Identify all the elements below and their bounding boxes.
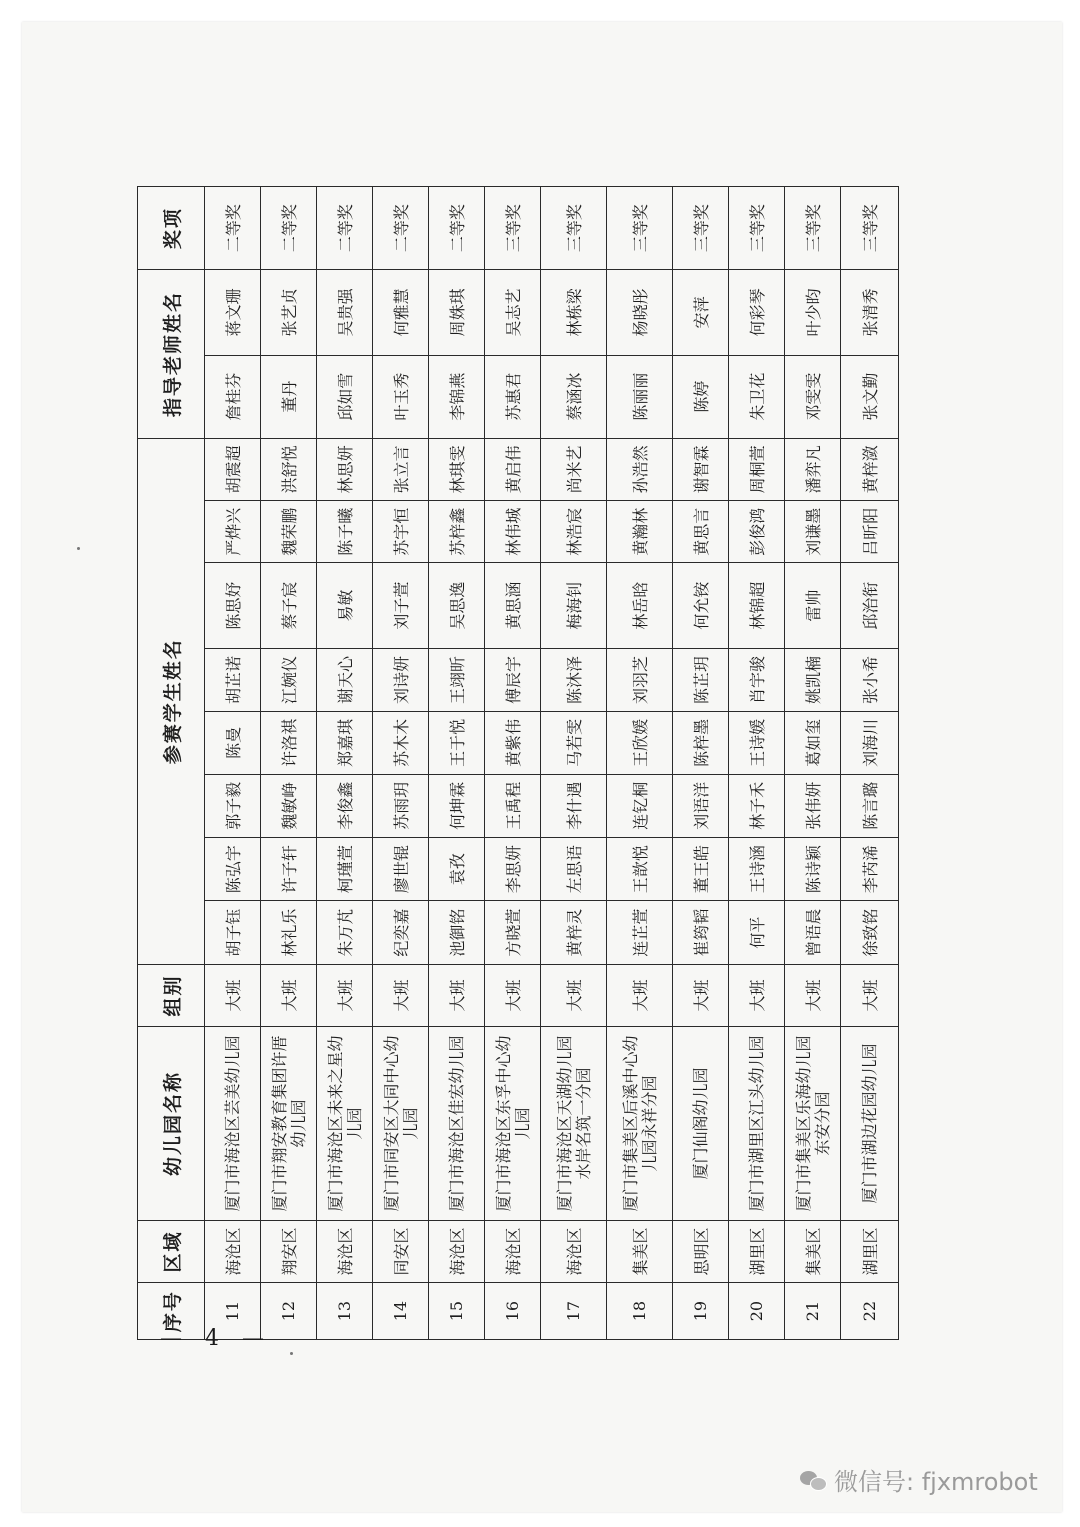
cell-district: 集美区 <box>785 1220 841 1282</box>
cell-teacher: 何雅慧 <box>373 270 429 355</box>
cell-student: 李俊鑫 <box>317 774 373 837</box>
cell-award: 二等奖 <box>373 187 429 270</box>
cell-student: 何坤霖 <box>429 774 485 837</box>
cell-student: 王诗涵 <box>729 837 785 900</box>
cell-student: 孙浩然 <box>607 438 673 500</box>
cell-student: 彭俊鸿 <box>729 501 785 563</box>
cell-district: 海沧区 <box>541 1220 607 1282</box>
cell-student: 李芮浠 <box>841 837 899 900</box>
cell-seq: 14 <box>373 1283 429 1340</box>
cell-teacher: 杨晓彤 <box>607 270 673 355</box>
cell-student: 刘海川 <box>841 712 899 774</box>
cell-student: 黄启伟 <box>485 438 541 500</box>
cell-award: 三等奖 <box>541 187 607 270</box>
cell-teacher: 蔡涵冰 <box>541 355 607 438</box>
cell-student: 陈梓墨 <box>673 712 729 774</box>
cell-seq: 20 <box>729 1283 785 1340</box>
cell-student: 苏宇恒 <box>373 501 429 563</box>
scan-speck <box>77 547 80 550</box>
header-group: 组别 <box>138 964 205 1026</box>
table-row <box>785 187 841 1340</box>
cell-student: 曾语晨 <box>785 901 841 964</box>
cell-group: 大班 <box>607 964 673 1026</box>
cell-student: 黄思言 <box>673 501 729 563</box>
cell-student: 胡震超 <box>205 438 261 500</box>
cell-district: 海沧区 <box>429 1220 485 1282</box>
cell-kindergarten: 厦门市海沧区芸美幼儿园 <box>205 1027 261 1221</box>
cell-seq: 19 <box>673 1283 729 1340</box>
table-row <box>429 187 485 1340</box>
cell-seq: 16 <box>485 1283 541 1340</box>
cell-kindergarten: 厦门市海沧区佳宏幼儿园 <box>429 1027 485 1221</box>
cell-student: 方晓萱 <box>485 901 541 964</box>
cell-student: 何平 <box>729 901 785 964</box>
cell-teacher: 张清秀 <box>841 270 899 355</box>
page-number: — 4 — <box>160 1326 272 1351</box>
cell-teacher: 邓雯雯 <box>785 355 841 438</box>
cell-seq: 11 <box>205 1283 261 1340</box>
cell-student: 马若雯 <box>541 712 607 774</box>
table-row <box>485 187 541 1340</box>
cell-student: 陈思妤 <box>205 563 261 648</box>
table-row <box>205 187 261 1340</box>
cell-district: 海沧区 <box>205 1220 261 1282</box>
cell-award: 三等奖 <box>785 187 841 270</box>
cell-student: 陈沐泽 <box>541 648 607 711</box>
cell-kindergarten: 厦门仙阁幼儿园 <box>673 1027 729 1221</box>
cell-student: 陈弘宇 <box>205 837 261 900</box>
header-award: 奖项 <box>138 187 205 270</box>
cell-teacher: 陈丽丽 <box>607 355 673 438</box>
rotated-table-wrapper <box>137 186 892 1340</box>
table-row <box>841 187 899 1340</box>
cell-student: 胡芷诺 <box>205 648 261 711</box>
cell-kindergarten: 厦门市海沧区天湖幼儿园水岸名筑一分园 <box>541 1027 607 1221</box>
cell-award: 二等奖 <box>205 187 261 270</box>
cell-student: 苏梓鑫 <box>429 501 485 563</box>
cell-student: 郑嘉琪 <box>317 712 373 774</box>
cell-student: 王歆悦 <box>607 837 673 900</box>
cell-group: 大班 <box>841 964 899 1026</box>
cell-district: 湖里区 <box>729 1220 785 1282</box>
cell-kindergarten: 厦门市湖里区江头幼儿园 <box>729 1027 785 1221</box>
cell-kindergarten: 厦门市海沧区东孚中心幼儿园 <box>485 1027 541 1221</box>
cell-student: 朱万芃 <box>317 901 373 964</box>
cell-district: 湖里区 <box>841 1220 899 1282</box>
cell-kindergarten: 厦门市翔安教育集团许厝幼儿园 <box>261 1027 317 1221</box>
header-district: 区域 <box>138 1220 205 1282</box>
cell-award: 二等奖 <box>429 187 485 270</box>
cell-kindergarten: 厦门市海沧区未来之星幼儿园 <box>317 1027 373 1221</box>
cell-teacher: 陈婷 <box>673 355 729 438</box>
cell-student: 林礼乐 <box>261 901 317 964</box>
cell-student: 尚米艺 <box>541 438 607 500</box>
header-teachers: 指导老师姓名 <box>138 270 205 438</box>
cell-group: 大班 <box>673 964 729 1026</box>
scan-speck <box>290 1352 293 1355</box>
cell-student: 黄紫伟 <box>485 712 541 774</box>
cell-student: 蔡子宸 <box>261 563 317 648</box>
cell-teacher: 林栋梁 <box>541 270 607 355</box>
cell-student: 魏荣鹏 <box>261 501 317 563</box>
cell-student: 廖世锟 <box>373 837 429 900</box>
table-row <box>317 187 373 1340</box>
cell-student: 许子轩 <box>261 837 317 900</box>
table-body <box>205 187 899 1340</box>
cell-kindergarten: 厦门市集美区后溪中心幼儿园永祥分园 <box>607 1027 673 1221</box>
cell-seq: 15 <box>429 1283 485 1340</box>
watermark <box>800 1462 1038 1497</box>
cell-teacher: 安萍 <box>673 270 729 355</box>
cell-award: 三等奖 <box>607 187 673 270</box>
cell-student: 袁孜 <box>429 837 485 900</box>
cell-student: 李思妍 <box>485 837 541 900</box>
cell-district: 海沧区 <box>317 1220 373 1282</box>
cell-student: 池御铭 <box>429 901 485 964</box>
cell-district: 海沧区 <box>485 1220 541 1282</box>
cell-student: 刘子萱 <box>373 563 429 648</box>
cell-student: 张小希 <box>841 648 899 711</box>
cell-student: 林子禾 <box>729 774 785 837</box>
cell-student: 李什遇 <box>541 774 607 837</box>
cell-award: 二等奖 <box>317 187 373 270</box>
cell-student: 黄瀚林 <box>607 501 673 563</box>
cell-student: 邱治衔 <box>841 563 899 648</box>
cell-student: 傅辰宇 <box>485 648 541 711</box>
cell-group: 大班 <box>429 964 485 1026</box>
cell-kindergarten: 厦门市集美区乐海幼儿园东安分园 <box>785 1027 841 1221</box>
cell-student: 吕昕阳 <box>841 501 899 563</box>
cell-student: 林伟城 <box>485 501 541 563</box>
cell-student: 姚凯楠 <box>785 648 841 711</box>
cell-student: 张伟妍 <box>785 774 841 837</box>
cell-district: 同安区 <box>373 1220 429 1282</box>
cell-student: 苏雨玥 <box>373 774 429 837</box>
header-seq: 序号 <box>138 1283 205 1340</box>
cell-teacher: 何彩琴 <box>729 270 785 355</box>
cell-student: 林锦超 <box>729 563 785 648</box>
cell-teacher: 朱卫花 <box>729 355 785 438</box>
cell-student: 何允铵 <box>673 563 729 648</box>
cell-student: 吴思逸 <box>429 563 485 648</box>
awards-table <box>137 186 899 1340</box>
cell-student: 左思语 <box>541 837 607 900</box>
header-students: 参赛学生姓名 <box>138 438 205 964</box>
cell-teacher: 叶少昀 <box>785 270 841 355</box>
cell-student: 林思妍 <box>317 438 373 500</box>
cell-teacher: 周姝琪 <box>429 270 485 355</box>
cell-district: 翔安区 <box>261 1220 317 1282</box>
table-row <box>607 187 673 1340</box>
cell-student: 刘诗妍 <box>373 648 429 711</box>
cell-teacher: 苏惠君 <box>485 355 541 438</box>
cell-student: 苏木木 <box>373 712 429 774</box>
cell-seq: 12 <box>261 1283 317 1340</box>
cell-student: 江婉仪 <box>261 648 317 711</box>
cell-group: 大班 <box>317 964 373 1026</box>
cell-group: 大班 <box>541 964 607 1026</box>
cell-group: 大班 <box>485 964 541 1026</box>
cell-student: 郭子毅 <box>205 774 261 837</box>
cell-student: 谢智霖 <box>673 438 729 500</box>
wechat-icon <box>800 1469 826 1491</box>
cell-student: 林岳晗 <box>607 563 673 648</box>
cell-kindergarten: 厦门市同安区大同中心幼儿园 <box>373 1027 429 1221</box>
table-row <box>541 187 607 1340</box>
cell-teacher: 张艺贞 <box>261 270 317 355</box>
cell-student: 雷帅 <box>785 563 841 648</box>
cell-student: 王于悦 <box>429 712 485 774</box>
cell-student: 刘谦墨 <box>785 501 841 563</box>
cell-student: 柯瑾萱 <box>317 837 373 900</box>
cell-district: 集美区 <box>607 1220 673 1282</box>
cell-award: 三等奖 <box>729 187 785 270</box>
cell-student: 洪舒悦 <box>261 438 317 500</box>
cell-student: 葛如玺 <box>785 712 841 774</box>
cell-student: 梅海钊 <box>541 563 607 648</box>
cell-student: 王禹程 <box>485 774 541 837</box>
cell-student: 王翊昕 <box>429 648 485 711</box>
cell-teacher: 叶玉秀 <box>373 355 429 438</box>
cell-student: 林浩宸 <box>541 501 607 563</box>
cell-kindergarten: 厦门市湖边花园幼儿园 <box>841 1027 899 1221</box>
cell-teacher: 李锦燕 <box>429 355 485 438</box>
cell-student: 潘弈凡 <box>785 438 841 500</box>
cell-teacher: 邱如雪 <box>317 355 373 438</box>
cell-student: 陈芷玥 <box>673 648 729 711</box>
cell-student: 纪奕嘉 <box>373 901 429 964</box>
table-row <box>373 187 429 1340</box>
cell-student: 周桐萱 <box>729 438 785 500</box>
cell-teacher: 蒋文珊 <box>205 270 261 355</box>
header-row <box>138 187 205 1340</box>
cell-student: 连钇桐 <box>607 774 673 837</box>
cell-teacher: 吴志艺 <box>485 270 541 355</box>
cell-student: 陈子曦 <box>317 501 373 563</box>
cell-group: 大班 <box>785 964 841 1026</box>
cell-seq: 17 <box>541 1283 607 1340</box>
cell-student: 林琪雯 <box>429 438 485 500</box>
cell-student: 魏敏峥 <box>261 774 317 837</box>
cell-group: 大班 <box>729 964 785 1026</box>
cell-award: 三等奖 <box>841 187 899 270</box>
cell-award: 三等奖 <box>673 187 729 270</box>
cell-student: 黄思涵 <box>485 563 541 648</box>
cell-teacher: 张文勤 <box>841 355 899 438</box>
cell-student: 黄梓潋 <box>841 438 899 500</box>
cell-student: 连芷萱 <box>607 901 673 964</box>
table-row <box>673 187 729 1340</box>
cell-award: 三等奖 <box>485 187 541 270</box>
cell-student: 王欣媛 <box>607 712 673 774</box>
cell-student: 董王皓 <box>673 837 729 900</box>
cell-student: 许洛祺 <box>261 712 317 774</box>
cell-student: 王诗媛 <box>729 712 785 774</box>
cell-district: 思明区 <box>673 1220 729 1282</box>
cell-teacher: 吴贵强 <box>317 270 373 355</box>
cell-student: 崔筠韬 <box>673 901 729 964</box>
cell-student: 陈曼 <box>205 712 261 774</box>
cell-seq: 21 <box>785 1283 841 1340</box>
cell-student: 黄梓灵 <box>541 901 607 964</box>
cell-student: 肖宇骏 <box>729 648 785 711</box>
cell-group: 大班 <box>261 964 317 1026</box>
cell-teacher: 詹桂芬 <box>205 355 261 438</box>
cell-teacher: 董丹 <box>261 355 317 438</box>
cell-student: 刘语洋 <box>673 774 729 837</box>
header-kindergarten: 幼儿园名称 <box>138 1027 205 1221</box>
cell-student: 胡子钰 <box>205 901 261 964</box>
cell-student: 刘羽芝 <box>607 648 673 711</box>
cell-group: 大班 <box>373 964 429 1026</box>
watermark-text: 微信号: fjxmrobot <box>834 1468 1038 1496</box>
cell-student: 张立言 <box>373 438 429 500</box>
cell-seq: 18 <box>607 1283 673 1340</box>
cell-group: 大班 <box>205 964 261 1026</box>
table-row <box>729 187 785 1340</box>
cell-seq: 22 <box>841 1283 899 1340</box>
cell-student: 谢天心 <box>317 648 373 711</box>
cell-award: 二等奖 <box>261 187 317 270</box>
cell-student: 徐致铭 <box>841 901 899 964</box>
cell-student: 严烨兴 <box>205 501 261 563</box>
cell-student: 陈诗颖 <box>785 837 841 900</box>
cell-seq: 13 <box>317 1283 373 1340</box>
table-row <box>261 187 317 1340</box>
cell-student: 易敏 <box>317 563 373 648</box>
cell-student: 陈言璐 <box>841 774 899 837</box>
